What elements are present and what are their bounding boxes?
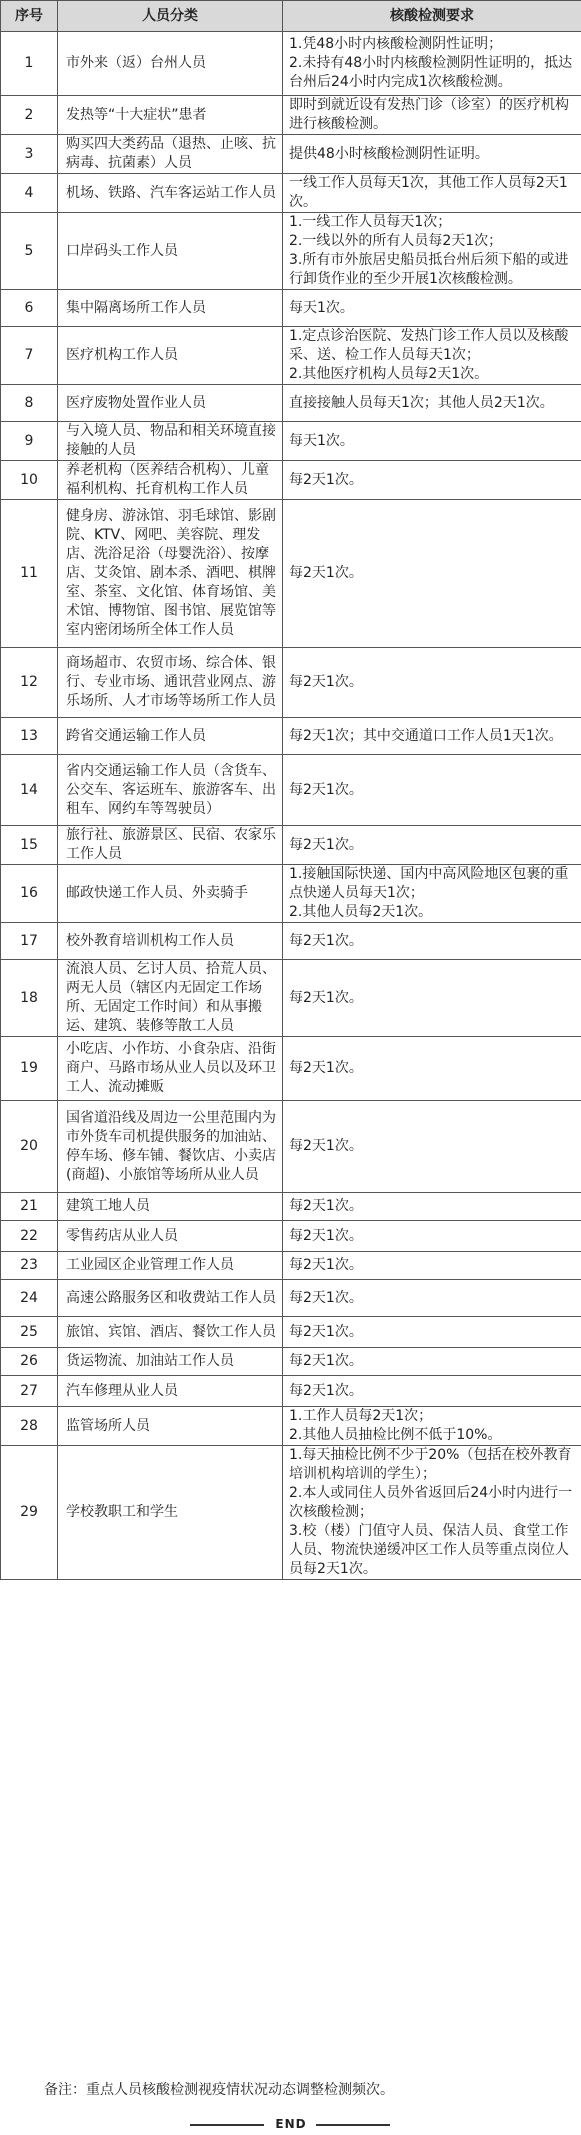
requirement-line: 即时到就近设有发热门诊（诊室）的医疗机构进行核酸检测。 — [289, 97, 569, 132]
testing-requirement — [283, 718, 581, 755]
personnel-category: 省内交通运输工作人员（含货车、公交车、客运班车、旅游客车、出租车、网约车等驾驶员） — [58, 755, 283, 826]
row-number: 28 — [1, 1407, 58, 1446]
requirement-line: 2.本人或同住人员外省返回后24小时内进行一次核酸检测； — [289, 1485, 573, 1520]
row-number: 1 — [1, 32, 58, 96]
table-row — [1, 500, 581, 648]
personnel-category: 医疗废物处置作业人员 — [58, 385, 283, 422]
table-row — [1, 461, 581, 500]
personnel-category: 医疗机构工作人员 — [58, 327, 283, 385]
table-row — [1, 1280, 581, 1317]
requirement-line: 2.其他人员每2天1次。 — [289, 904, 433, 920]
table-row — [1, 718, 581, 755]
personnel-category: 汽车修理从业人员 — [58, 1376, 283, 1407]
table-row — [1, 213, 581, 290]
personnel-category: 监管场所人员 — [58, 1407, 283, 1446]
personnel-category: 商场超市、农贸市场、综合体、银行、专业市场、通讯营业网点、游乐场所、人才市场等场所工作人员 — [58, 648, 283, 718]
table-row — [1, 648, 581, 718]
testing-requirement — [283, 960, 581, 1037]
header-no: 序号 — [1, 1, 58, 32]
table-header-row — [1, 1, 581, 32]
requirement-line: 每2天1次。 — [289, 471, 363, 488]
testing-requirement — [283, 1407, 581, 1446]
row-number: 2 — [1, 96, 58, 135]
table-row — [1, 1193, 581, 1221]
personnel-category: 购买四大类药品（退热、止咳、抗病毒、抗菌素）人员 — [58, 135, 283, 174]
personnel-category: 建筑工地人员 — [58, 1193, 283, 1221]
personnel-category: 健身房、游泳馆、羽毛球馆、影剧院、KTV、网吧、美容院、理发店、洗浴足浴（母婴洗浴）、按摩店、艾灸馆、剧本杀、酒吧、棋牌室、茶室、文化馆、体育场馆、美术馆、博物馆、图书馆、展览馆等室内密闭场所全体工作人员 — [58, 500, 283, 648]
row-number: 16 — [1, 865, 58, 923]
row-number: 26 — [1, 1348, 58, 1376]
requirement-line: 2.其他人员抽检比例不低于10%。 — [289, 1427, 502, 1443]
requirement-line: 每天1次。 — [289, 299, 354, 316]
testing-requirement — [283, 1037, 581, 1101]
requirement-line: 每2天1次。 — [289, 989, 363, 1006]
testing-requirement — [283, 1101, 581, 1193]
end-label: END — [275, 2117, 307, 2131]
end-mark — [0, 2116, 581, 2132]
row-number: 4 — [1, 174, 58, 213]
requirement-line: 每2天1次；其中交通道口工作人员1天1次。 — [289, 727, 563, 744]
testing-requirement — [283, 500, 581, 648]
personnel-category: 高速公路服务区和收费站工作人员 — [58, 1280, 283, 1317]
personnel-category: 跨省交通运输工作人员 — [58, 718, 283, 755]
requirement-line: 直接接触人员每天1次；其他人员2天1次。 — [289, 394, 554, 411]
requirement-line: 每2天1次。 — [289, 781, 363, 798]
table-row — [1, 923, 581, 960]
end-left-rule — [190, 2124, 264, 2126]
row-number: 9 — [1, 422, 58, 461]
requirement-line: 每2天1次。 — [289, 932, 363, 949]
testing-requirement — [283, 135, 581, 174]
requirement-line: 每2天1次。 — [289, 1060, 363, 1076]
requirement-line: 每2天1次。 — [289, 1198, 363, 1214]
testing-requirement — [283, 422, 581, 461]
personnel-category: 国省道沿线及周边一公里范围内为市外货车司机提供服务的加油站、停车场、修车铺、餐饮店、小卖店(商超)、小旅馆等场所从业人员 — [58, 1101, 283, 1193]
table-row — [1, 174, 581, 213]
testing-requirement — [283, 1280, 581, 1317]
testing-requirement — [283, 1348, 581, 1376]
requirement-line: 3.校（楼）门值守人员、保洁人员、食堂工作人员、物流快递缓冲区工作人员等重点岗位人员每2天1次。 — [289, 1523, 569, 1577]
table-row — [1, 1221, 581, 1252]
personnel-category: 邮政快递工作人员、外卖骑手 — [58, 865, 283, 923]
requirement-line: 1.凭48小时内核酸检测阴性证明； — [289, 36, 503, 52]
testing-requirement — [283, 923, 581, 960]
row-number: 12 — [1, 648, 58, 718]
table-row — [1, 327, 581, 385]
personnel-category: 口岸码头工作人员 — [58, 213, 283, 290]
footnote: 备注：重点人员核酸检测视疫情状况动态调整检测频次。 — [44, 2082, 394, 2098]
table-row — [1, 32, 581, 96]
row-number: 18 — [1, 960, 58, 1037]
row-number: 11 — [1, 500, 58, 648]
requirement-line: 每2天1次。 — [289, 1289, 363, 1306]
header-category: 人员分类 — [58, 1, 283, 32]
table-row — [1, 135, 581, 174]
testing-requirement — [283, 213, 581, 290]
personnel-category: 零售药店从业人员 — [58, 1221, 283, 1252]
row-number: 21 — [1, 1193, 58, 1221]
table-row — [1, 1446, 581, 1580]
table-row — [1, 1252, 581, 1280]
table-row — [1, 1101, 581, 1193]
testing-requirement — [283, 32, 581, 96]
row-number: 20 — [1, 1101, 58, 1193]
requirement-line: 每2天1次。 — [289, 565, 363, 581]
testing-requirement — [283, 385, 581, 422]
personnel-category: 机场、铁路、汽车客运站工作人员 — [58, 174, 283, 213]
end-right-rule — [316, 2124, 390, 2126]
testing-requirement — [283, 1446, 581, 1580]
row-number: 13 — [1, 718, 58, 755]
testing-requirement — [283, 174, 581, 213]
row-number: 23 — [1, 1252, 58, 1280]
testing-requirement — [283, 1376, 581, 1407]
table-row — [1, 1317, 581, 1348]
testing-requirement — [283, 96, 581, 135]
requirement-line: 1.定点诊治医院、发热门诊工作人员以及核酸采、送、检工作人员每天1次； — [289, 328, 569, 363]
personnel-category: 流浪人员、乞讨人员、拾荒人员、两无人员（辖区内无固定工作场所、无固定工作时间）和从事搬运、建筑、装修等散工人员 — [58, 960, 283, 1037]
row-number: 25 — [1, 1317, 58, 1348]
table-row — [1, 960, 581, 1037]
testing-requirement — [283, 327, 581, 385]
requirement-line: 每2天1次。 — [289, 674, 363, 690]
requirement-line: 每2天1次。 — [289, 1323, 363, 1340]
requirement-line: 2.一线以外的所有人员每2天1次； — [289, 233, 503, 249]
testing-requirement — [283, 826, 581, 865]
table-row — [1, 1037, 581, 1101]
row-number: 8 — [1, 385, 58, 422]
requirement-line: 1.每天抽检比例不少于20%（包括在校外教育培训机构培训的学生）； — [289, 1447, 572, 1482]
personnel-category: 与入境人员、物品和相关环境直接接触的人员 — [58, 422, 283, 461]
personnel-category: 学校教职工和学生 — [58, 1446, 283, 1580]
requirement-line: 每2天1次。 — [289, 1227, 363, 1244]
requirement-line: 1.工作人员每2天1次； — [289, 1408, 433, 1424]
personnel-category: 小吃店、小作坊、小食杂店、沿街商户、马路市场从业人员以及环卫工人、流动摊贩 — [58, 1037, 283, 1101]
table-row — [1, 96, 581, 135]
testing-requirement — [283, 1193, 581, 1221]
table-row — [1, 385, 581, 422]
requirement-line: 3.所有市外旅居史船员抵台州后须下船的或进行卸货作业的至少开展1次核酸检测。 — [289, 252, 569, 287]
row-number: 29 — [1, 1446, 58, 1580]
personnel-category: 货运物流、加油站工作人员 — [58, 1348, 283, 1376]
header-requirement: 核酸检测要求 — [283, 1, 581, 32]
personnel-category: 工业园区企业管理工作人员 — [58, 1252, 283, 1280]
personnel-category: 校外教育培训机构工作人员 — [58, 923, 283, 960]
row-number: 15 — [1, 826, 58, 865]
requirement-line: 每2天1次。 — [289, 836, 363, 853]
personnel-category: 旅馆、宾馆、酒店、餐饮工作人员 — [58, 1317, 283, 1348]
testing-requirement — [283, 648, 581, 718]
personnel-category: 市外来（返）台州人员 — [58, 32, 283, 96]
table-row — [1, 1407, 581, 1446]
testing-requirement — [283, 755, 581, 826]
row-number: 22 — [1, 1221, 58, 1252]
requirement-line: 每2天1次。 — [289, 1257, 363, 1273]
row-number: 14 — [1, 755, 58, 826]
row-number: 3 — [1, 135, 58, 174]
table-row — [1, 865, 581, 923]
requirement-line: 每2天1次。 — [289, 1353, 363, 1369]
table-row — [1, 1348, 581, 1376]
table-row — [1, 755, 581, 826]
requirement-line: 提供48小时核酸检测阴性证明。 — [289, 145, 489, 162]
row-number: 19 — [1, 1037, 58, 1101]
table-row — [1, 422, 581, 461]
row-number: 27 — [1, 1376, 58, 1407]
testing-requirement — [283, 1221, 581, 1252]
requirement-line: 2.未持有48小时内核酸检测阴性证明的，抵达台州后24小时内完成1次核酸检测。 — [289, 55, 573, 90]
testing-requirement — [283, 461, 581, 500]
table-row — [1, 290, 581, 327]
requirement-line: 1.一线工作人员每天1次； — [289, 214, 452, 230]
row-number: 5 — [1, 213, 58, 290]
row-number: 7 — [1, 327, 58, 385]
personnel-category: 集中隔离场所工作人员 — [58, 290, 283, 327]
row-number: 6 — [1, 290, 58, 327]
requirement-line: 每2天1次。 — [289, 1138, 363, 1154]
testing-requirement — [283, 1317, 581, 1348]
testing-requirement — [283, 865, 581, 923]
personnel-category: 发热等“十大症状”患者 — [58, 96, 283, 135]
requirement-line: 每2天1次。 — [289, 1382, 363, 1399]
row-number: 17 — [1, 923, 58, 960]
personnel-category: 养老机构（医养结合机构）、儿童福利机构、托育机构工作人员 — [58, 461, 283, 500]
row-number: 24 — [1, 1280, 58, 1317]
requirement-line: 一线工作人员每天1次，其他工作人员每2天1次。 — [289, 175, 568, 210]
personnel-category: 旅行社、旅游景区、民宿、农家乐工作人员 — [58, 826, 283, 865]
testing-requirement — [283, 290, 581, 327]
table-row — [1, 1376, 581, 1407]
testing-requirement — [283, 1252, 581, 1280]
table-row — [1, 826, 581, 865]
requirement-line: 1.接触国际快递、国内中高风险地区包裹的重点快递人员每天1次； — [289, 866, 569, 901]
row-number: 10 — [1, 461, 58, 500]
requirement-line: 2.其他医疗机构人员每2天1次。 — [289, 366, 489, 382]
requirement-line: 每天1次。 — [289, 432, 354, 449]
